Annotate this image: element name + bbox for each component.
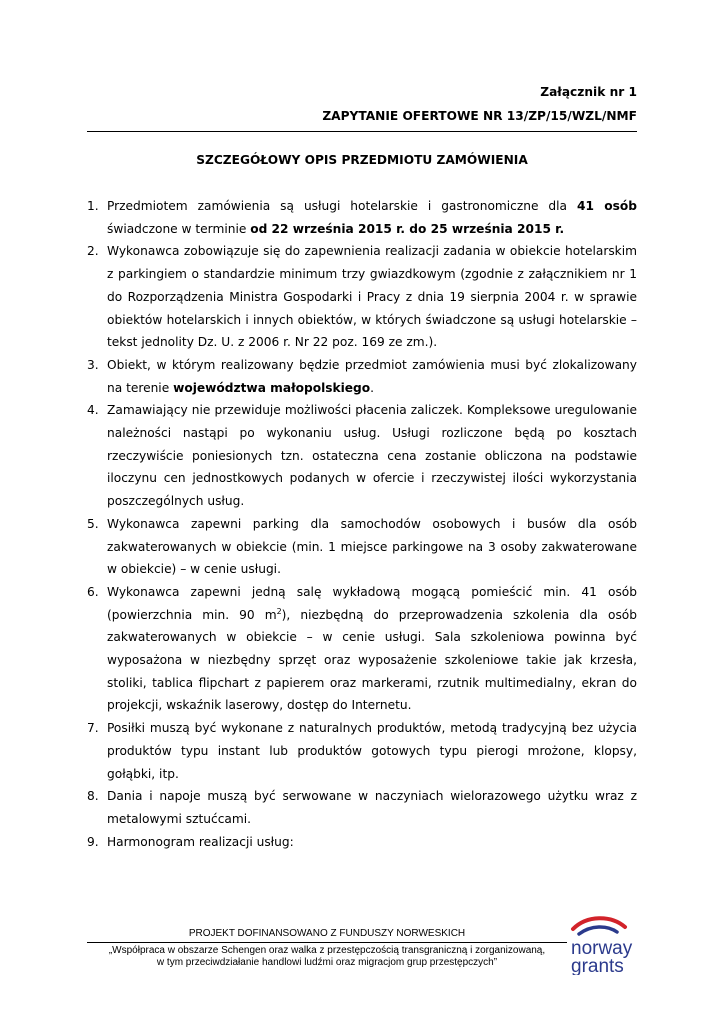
item-text: Obiekt, w którym realizowany będzie przedmiot zamówienia musi być zlokalizowany na terenie województwa małopolskiego.: [107, 357, 637, 395]
item-number: 3.: [87, 357, 99, 372]
list-item: [87, 195, 637, 240]
item-number: 4.: [87, 403, 99, 418]
list-item: [87, 831, 637, 854]
annex-label: Załącznik nr 1: [540, 85, 637, 99]
list-item: [87, 513, 637, 581]
list-item: [87, 717, 637, 785]
logo-word-grants: grants: [571, 956, 624, 975]
item-text: Zamawiający nie przewiduje możliwości płacenia zaliczek. Kompleksowe uregulowanie należności nastąpi po wykonaniu usług. Usługi rozliczone będą po kosztach rzeczywiście poniesionych tzn. ostateczna cena zostanie obliczona na podstawie iloczynu cen jednostkowych podanych w ofercie i rzeczywistej ilości wykorzystania poszczególnych usług.: [107, 403, 637, 509]
inquiry-reference: ZAPYTANIE OFERTOWE NR 13/ZP/15/WZL/NMF: [322, 109, 637, 123]
header-divider: [87, 131, 637, 132]
logo-arc-blue: [579, 927, 617, 934]
requirements-list: [87, 195, 637, 853]
item-text: Przedmiotem zamówienia są usługi hotelarskie i gastronomiczne dla 41 osób świadczone w terminie od 22 września 2015 r. do 25 września 2015 r.: [107, 199, 637, 236]
page-footer: [87, 927, 567, 969]
item-number: 6.: [87, 584, 99, 599]
item-text: Wykonawca zobowiązuje się do zapewnienia realizacji zadania w obiekcie hotelarskim z parkingiem o standardzie minimum trzy gwiazdkowym (zgodnie z załącznikiem nr 1 do Rozporządzenia Ministra Gospodarki i Pracy z dnia 19 sierpnia 2004 r. w sprawie obiektów hotelarskich i innych obiektów, w których świadczone są usługi hotelarskie – tekst jednolity Dz. U. z 2006 r. Nr 22 poz. 169 ze zm.).: [107, 244, 637, 350]
item-text: Dania i napoje muszą być serwowane w naczyniach wielorazowego użytku wraz z metalowymi sztućcami.: [107, 789, 637, 826]
item-text: Posiłki muszą być wykonane z naturalnych produktów, metodą tradycyjną bez użycia produktów typu instant lub produktów gotowych typu pierogi mrożone, klopsy, gołąbki, itp.: [107, 721, 637, 781]
list-item: [87, 354, 637, 399]
logo-word-norway: norway: [571, 938, 633, 959]
item-number: 9.: [87, 834, 99, 849]
item-number: 8.: [87, 789, 99, 804]
page-title: SZCZEGÓŁOWY OPIS PRZEDMIOTU ZAMÓWIENIA: [196, 153, 528, 167]
footer-divider: [87, 942, 567, 943]
list-item: [87, 581, 637, 717]
item-text: Wykonawca zapewni parking dla samochodów osobowych i busów dla osób zakwaterowanych w obiekcie (min. 1 miejsce parkingowe na 3 osoby zakwaterowane w obiekcie) – w cenie usługi.: [107, 516, 637, 577]
item-number: 1.: [87, 199, 99, 213]
norway-grants-logo: [567, 913, 651, 975]
list-item: [87, 399, 637, 513]
item-text: Wykonawca zapewni jedną salę wykładową mogącą pomieścić min. 41 osób (powierzchnia min. 90 $m^2$), niezbędną do przeprowadzenia szkolenia dla osób zakwaterowanych w obiekcie – w cenie usługi. Sala szkoleniowa powinna być wyposażona w niezbędny sprzęt oraz wyposażenie szkoleniowe takie jak krzesła, stoliki, tablica flipchart z papierem oraz markerami, rzutnik multimedialny, ekran do projekcji, wskaźnik laserowy, dostęp do Internetu.: [107, 584, 637, 713]
footer-line-2: w tym przeciwdziałanie handlowi ludźmi oraz migracjom grup przestępczych”: [156, 957, 498, 968]
list-item: [87, 785, 637, 830]
list-item: [87, 240, 637, 354]
footer-project: PROJEKT DOFINANSOWANO Z FUNDUSZY NORWESKICH: [188, 928, 466, 939]
item-number: 5.: [87, 516, 99, 531]
item-text: Harmonogram realizacji usług:: [107, 834, 294, 849]
item-number: 7.: [87, 721, 99, 736]
footer-line-1: „Współpraca w obszarze Schengen oraz walka z przestępczością transgraniczną i zorganizowaną,: [108, 945, 546, 956]
item-number: 2.: [87, 244, 99, 259]
